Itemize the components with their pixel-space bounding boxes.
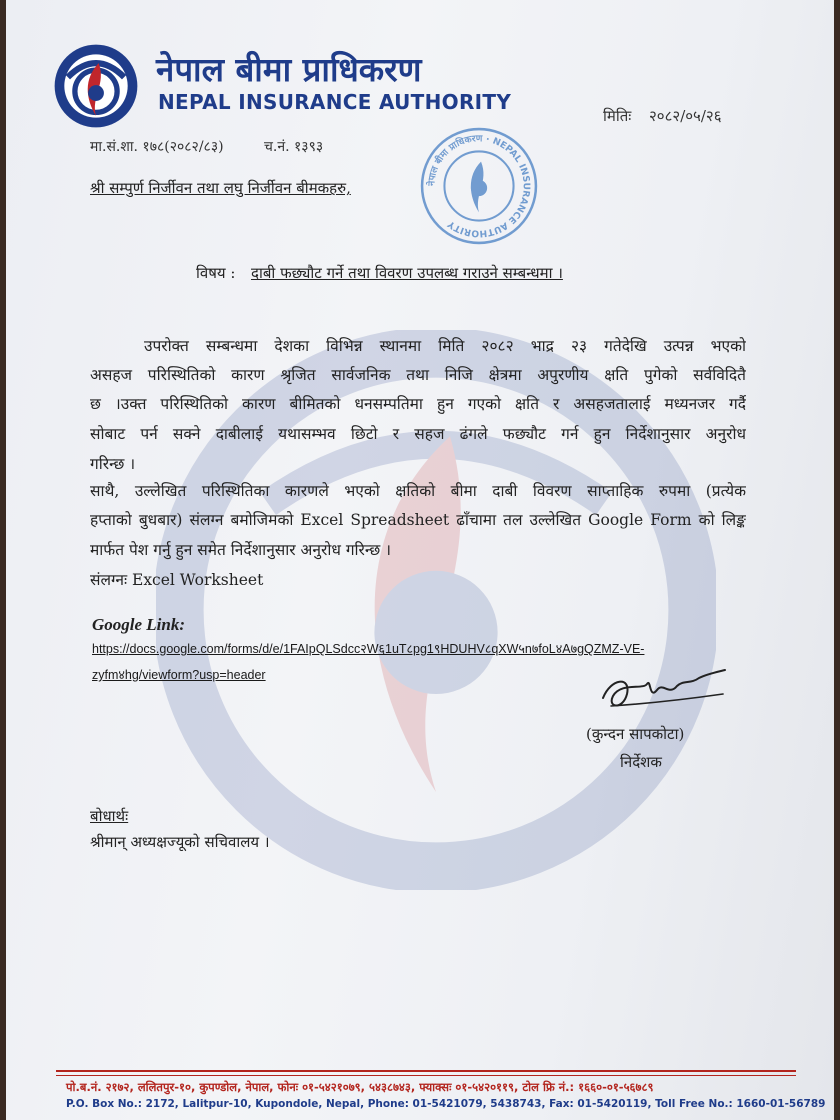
org-name-nepali: नेपाल बीमा प्राधिकरण	[156, 50, 422, 89]
date-label: मितिः	[603, 107, 632, 125]
body-line: छ ।उक्त परिस्थितिको कारण बीमितको धनसम्पतिमा हुन गएको क्षति र असहजतालाई मध्यनजर गर्दै	[90, 395, 746, 413]
official-stamp	[418, 125, 540, 247]
body-line: साथै, उल्लेखित परिस्थितिका कारणले भएको क्षतिको बीमा दाबी विवरण साप्ताहिक रुपमा (प्रत्येक	[90, 482, 746, 500]
org-name-english: NEPAL INSURANCE AUTHORITY	[158, 90, 512, 114]
handwritten-signature	[591, 660, 731, 720]
subject-text: दाबी फछ्यौट गर्ने तथा विवरण उपलब्ध गराउने सम्बन्धमा ।	[251, 264, 563, 282]
body-line: सोबाट पर्न सक्ने दाबीलाई यथासम्भव छिटो र सहज ढंगले फछ्यौट गर्न हुन निर्देशानुसार अनुरोध	[90, 425, 746, 443]
cc-item: श्रीमान् अध्यक्षज्यूको सचिवालय ।	[90, 833, 270, 851]
body-line: असहज परिस्थितिको कारण श्रृजित सार्वजनिक तथा निजि क्षेत्रमा अपुरणीय क्षति पुगेको सर्वविदितै	[90, 366, 746, 384]
letter-page	[6, 0, 834, 1120]
google-link-label: Google Link:	[92, 615, 186, 634]
body-line: उपरोक्त सम्बन्धमा देशका विभिन्न स्थानमा मिति २०८२ भाद्र २३ गतेदेखि उत्पन्न भएको	[144, 337, 746, 355]
footer-divider	[56, 1070, 796, 1072]
google-form-link[interactable]: https://docs.google.com/forms/d/e/1FAIpQLSdcc२W६1uT८pg1९HDUHV८qXW५n७foL४A७gQZMZ-VE-	[92, 642, 645, 656]
stamp-text: नेपाल बीमा प्राधिकरण · NEPAL INSURANCE AUTHORITY	[427, 134, 531, 238]
attachment-line: संलग्नः Excel Worksheet	[90, 571, 264, 589]
body-line: गरिन्छ ।	[90, 455, 136, 473]
nia-logo-icon	[52, 42, 140, 130]
signatory-name: (कुन्दन सापकोटा)	[586, 725, 685, 743]
watermark-emblem-icon	[156, 330, 716, 890]
footer-divider	[56, 1075, 796, 1076]
body-line: मार्फत पेश गर्नु हुन समेत निर्देशानुसार अनुरोध गरिन्छ ।	[90, 541, 391, 559]
signatory-title: निर्देशक	[620, 753, 662, 771]
dispatch-number: च.नं. १३९३	[264, 139, 324, 155]
subject-label: विषय :	[196, 264, 236, 282]
google-form-link-continued[interactable]: zyfm४hg/viewform?usp=header	[92, 668, 266, 682]
footer-address-nepali: पो.ब.नं. २१७२, ललितपुर-१०, कुपण्डोल, नेपाल, फोनः ०१-५४२१०७९, ५४३८७४३, फ्याक्सः ०१-५४२०११९, टोल फ्रि नं.: १६६०-०१-५६७८९	[66, 1080, 654, 1094]
recipient-line: श्री सम्पुर्ण निर्जीवन तथा लघु निर्जीवन बीमकहरु,	[90, 179, 351, 197]
body-line: हप्ताको बुधबार) संलग्न बमोजिमको Excel Spreadsheet ढाँचामा तल उल्लेखित Google Form को लिङ्क	[90, 511, 746, 529]
reference-number: मा.सं.शा. १७८(२०८२/८३)	[90, 139, 224, 155]
footer-address-english: P.O. Box No.: 2172, Lalitpur-10, Kupondole, Nepal, Phone: 01-5421079, 5438743, Fax: 01-5420119, Toll Free No.: 1660-01-56789	[66, 1098, 826, 1110]
date-value: २०८२/०५/२६	[649, 107, 722, 125]
cc-label: बोधार्थः	[90, 807, 129, 825]
